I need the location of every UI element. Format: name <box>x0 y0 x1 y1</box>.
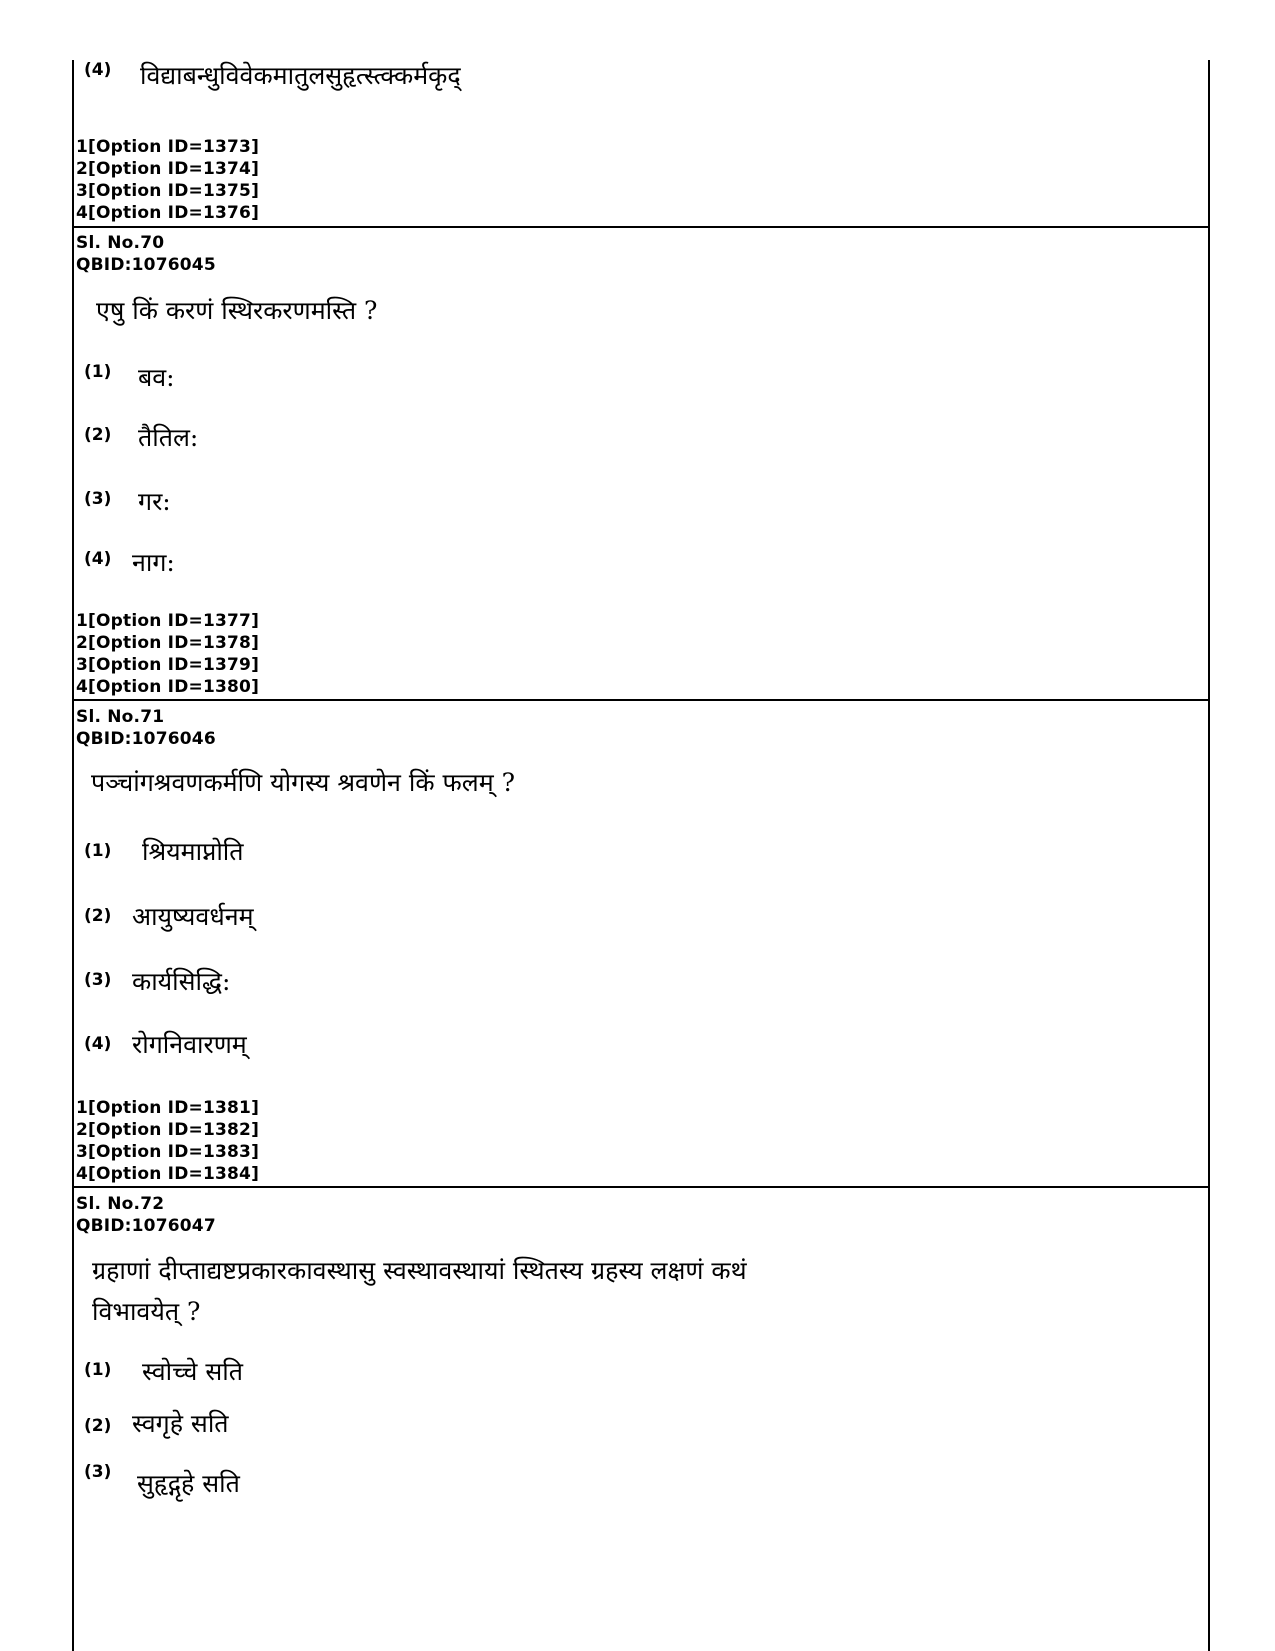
qbid: QBID:1076046 <box>76 729 216 749</box>
option-text: रोगनिवारणम् <box>132 1030 247 1059</box>
option-id-list <box>76 610 259 698</box>
option-id: 2[Option ID=1374] <box>76 159 260 179</box>
question-text: पञ्चांगश्रवणकर्मणि योगस्य श्रवणेन किं फलम् ? <box>91 768 515 797</box>
option-number: (3) <box>84 489 112 509</box>
option-number: (3) <box>84 1462 112 1482</box>
qbid: QBID:1076045 <box>76 255 216 275</box>
option-text: स्वगृहे सति <box>132 1409 229 1438</box>
question-text-line-2: विभावयेत् ? <box>92 1297 201 1326</box>
option-id: 4[Option ID=1376] <box>76 203 260 223</box>
option-text: आयुष्यवर्धनम् <box>132 902 254 931</box>
option-number: (4) <box>84 549 112 569</box>
option-text: तैतिल: <box>138 423 199 452</box>
qbid: QBID:1076047 <box>76 1216 216 1236</box>
option-text: बव: <box>138 363 175 392</box>
option-text: स्वोच्चे सति <box>142 1357 243 1386</box>
option-text: कार्यसिद्धि: <box>132 967 231 996</box>
option-id: 3[Option ID=1375] <box>76 181 260 201</box>
option-number: (2) <box>84 1416 112 1436</box>
divider <box>72 699 1208 701</box>
serial-number: Sl. No.71 <box>76 707 165 727</box>
option-id: 3[Option ID=1383] <box>76 1142 260 1162</box>
option-number: (3) <box>84 970 112 990</box>
option-text: सुहृद्गृहे सति <box>137 1469 240 1498</box>
option-id: 3[Option ID=1379] <box>76 655 260 675</box>
serial-number: Sl. No.72 <box>76 1194 165 1214</box>
option-id: 1[Option ID=1381] <box>76 1098 260 1118</box>
option-id: 2[Option ID=1382] <box>76 1120 260 1140</box>
option-id: 2[Option ID=1378] <box>76 633 260 653</box>
option-text: नाग: <box>132 548 175 577</box>
option-number: (2) <box>84 906 112 926</box>
option-number: (1) <box>84 1360 112 1380</box>
option-text: श्रियमाप्नोति <box>142 837 244 866</box>
option-id: 1[Option ID=1373] <box>76 137 260 157</box>
option-id-list <box>76 136 259 224</box>
question-text-line-1: ग्रहाणां दीप्ताद्यष्टप्रकारकावस्थासु स्वस्थावस्थायां स्थितस्य ग्रहस्य लक्षणं कथं <box>92 1256 747 1285</box>
option-number: (1) <box>84 362 112 382</box>
option-number: (1) <box>84 841 112 861</box>
option-text: गर: <box>138 487 171 516</box>
divider <box>72 226 1208 228</box>
option-number: (2) <box>84 425 112 445</box>
serial-number: Sl. No.70 <box>76 233 165 253</box>
option-id: 4[Option ID=1384] <box>76 1164 260 1184</box>
option-id: 1[Option ID=1377] <box>76 611 260 631</box>
option-id: 4[Option ID=1380] <box>76 677 260 697</box>
question-text: एषु किं करणं स्थिरकरणमस्ति ? <box>96 296 378 325</box>
option-text: विद्याबन्धुविवेकमातुलसुहृत्स्त्क्कर्मकृद् <box>140 61 461 90</box>
divider <box>72 1186 1208 1188</box>
option-id-list <box>76 1097 259 1185</box>
option-number: (4) <box>84 60 112 80</box>
option-number: (4) <box>84 1034 112 1054</box>
